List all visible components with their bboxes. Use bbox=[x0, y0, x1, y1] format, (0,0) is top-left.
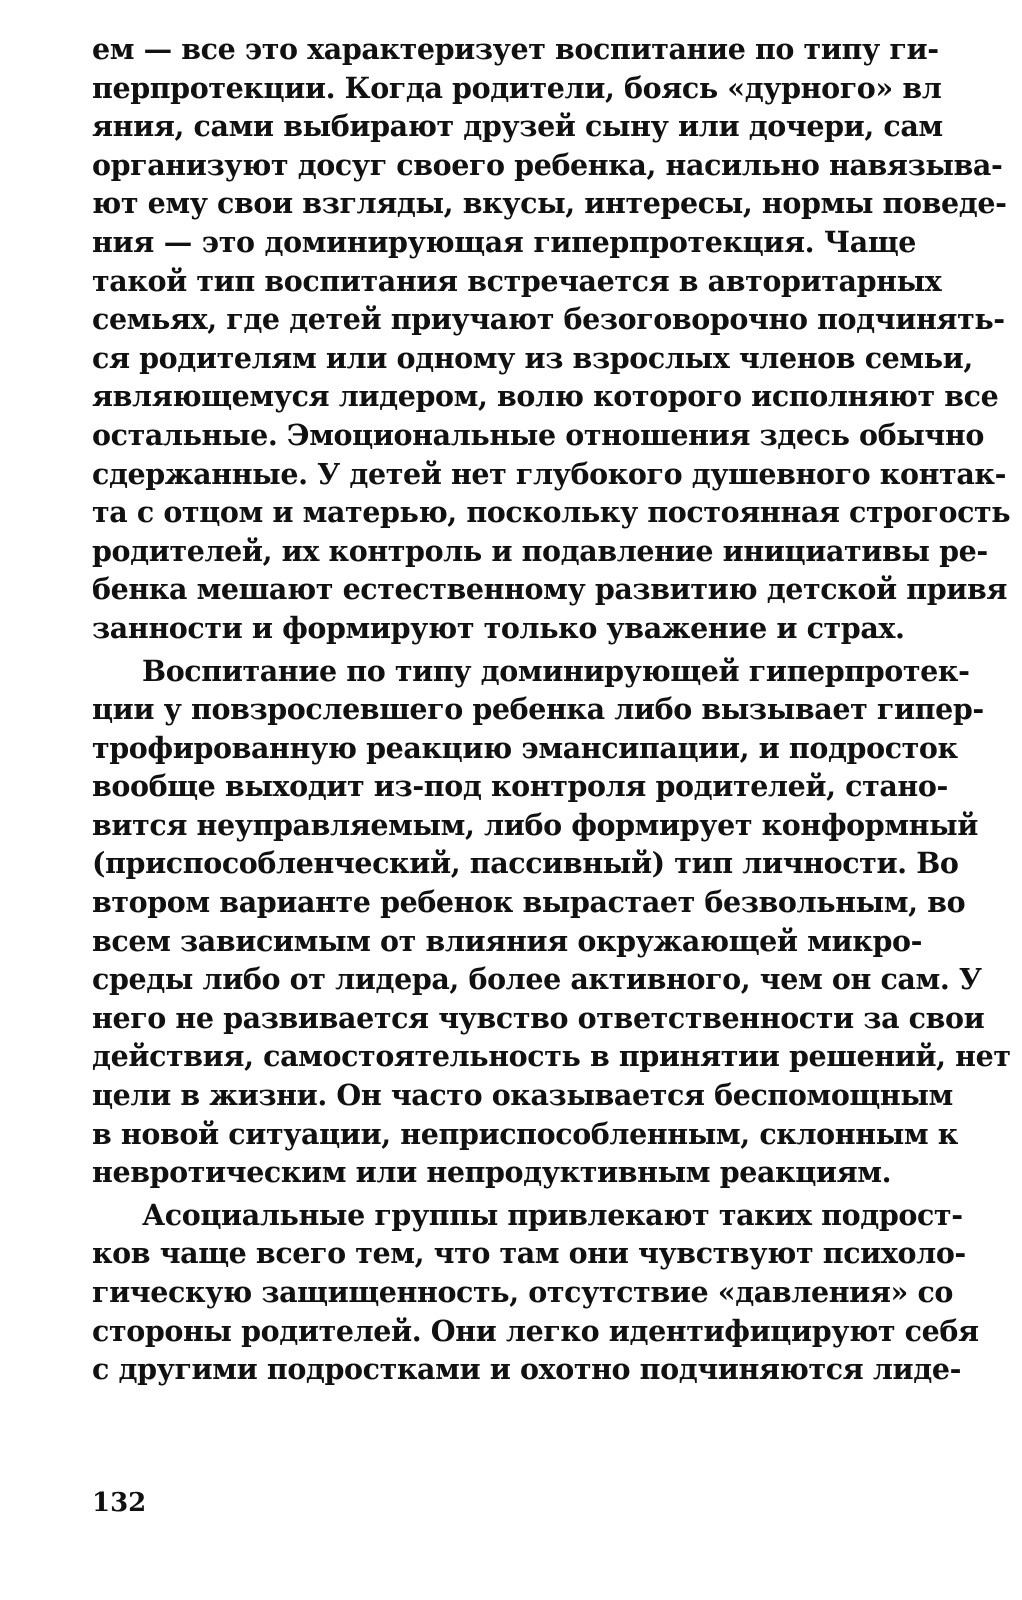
text-line: ют ему свои взгляды, вкусы, интересы, нормы поведе- bbox=[92, 186, 1007, 221]
text-line: ков чаще всего тем, что там они чувствуют психоло- bbox=[92, 1236, 966, 1271]
text-line: занности и формируют только уважение и страх. bbox=[92, 610, 905, 645]
text-line: действия, самостоятельность в принятии решений, нет bbox=[92, 1039, 1011, 1074]
text-line: перпротекции. Когда родители, боясь «дурного» вл bbox=[92, 70, 942, 105]
text-line: гическую защищенность, отсутствие «давления» со bbox=[92, 1275, 954, 1309]
text-line: трофированную реакцию эмансипации, и подросток bbox=[92, 730, 958, 765]
text-line: являющемуся лидером, волю которого исполняют все bbox=[92, 379, 999, 414]
text-line: такой тип воспитания встречается в авторитарных bbox=[92, 263, 942, 298]
text-line: вится неуправляемым, либо формирует конформный bbox=[92, 807, 979, 842]
paragraph-2 bbox=[92, 652, 1011, 1192]
text-line: семьях, где детей приучают безоговорочно подчинять- bbox=[92, 302, 1005, 337]
text-line: остальные. Эмоциональные отношения здесь обычно bbox=[92, 417, 984, 452]
text-line: Воспитание по типу доминирующей гиперпротек- bbox=[142, 653, 970, 688]
text-line: цели в жизни. Он часто оказывается беспомощным bbox=[92, 1078, 953, 1113]
text-line: в новой ситуации, неприспособленным, склонным к bbox=[92, 1116, 958, 1151]
text-line: ции у повзрослевшего ребенка либо вызывает гипер- bbox=[92, 692, 984, 727]
text-line: родителей, их контроль и подавление инициативы ре- bbox=[92, 533, 988, 568]
text-line: ем — все это характеризует воспитание по типу ги- bbox=[92, 32, 939, 66]
text-line: Асоциальные группы привлекают таких подрост- bbox=[142, 1197, 963, 1232]
paragraph-1 bbox=[92, 30, 1011, 648]
text-line: него не развивается чувство ответственности за свои bbox=[92, 1000, 985, 1035]
text-line: с другими подростками и охотно подчиняются лиде- bbox=[92, 1352, 962, 1387]
text-line: среды либо от лидера, более активного, чем он сам. У bbox=[92, 962, 982, 997]
text-line: стороны родителей. Они легко идентифицируют себя bbox=[92, 1313, 979, 1348]
page-text bbox=[92, 30, 1011, 1389]
text-line: ся родителям или одному из взрослых членов семьи, bbox=[92, 340, 973, 375]
text-line: организуют досуг своего ребенка, насильно навязыва- bbox=[92, 147, 1003, 182]
paragraph-3 bbox=[92, 1196, 979, 1389]
text-line: (приспособленческий, пассивный) тип личности. Во bbox=[92, 846, 959, 881]
text-line: вообще выходит из-под контроля родителей, стано- bbox=[92, 769, 948, 804]
text-line: ния — это доминирующая гиперпротекция. Чаще bbox=[92, 224, 916, 259]
text-line: невротическим или непродуктивным реакциям. bbox=[92, 1155, 892, 1190]
text-line: сдержанные. У детей нет глубокого душевного контак- bbox=[92, 456, 1006, 491]
page-number: 132 bbox=[92, 1488, 147, 1518]
text-line: втором варианте ребенок вырастает безвольным, во bbox=[92, 885, 966, 920]
text-line: та с отцом и матерью, поскольку постоянная строгость bbox=[92, 495, 1011, 530]
text-line: всем зависимым от влияния окружающей микро- bbox=[92, 923, 923, 958]
text-line: яния, сами выбирают друзей сыну или дочери, сам bbox=[92, 109, 943, 144]
text-line: бенка мешают естественному развитию детской привя bbox=[92, 572, 1008, 607]
